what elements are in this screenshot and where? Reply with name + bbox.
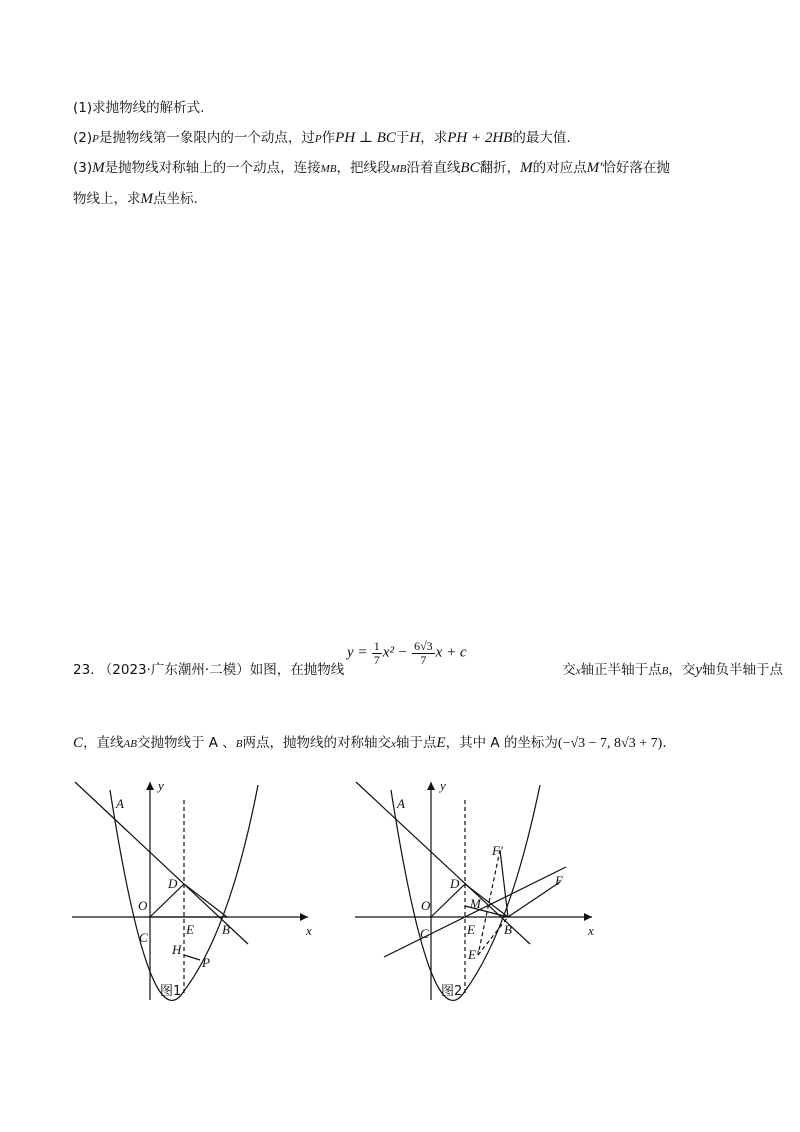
math-m: M bbox=[520, 160, 533, 176]
text: 轴负半轴于点 bbox=[702, 662, 784, 678]
math-mb: MB bbox=[390, 163, 407, 175]
question-3-number: (3) bbox=[73, 160, 93, 176]
text: 的最大值. bbox=[512, 130, 571, 146]
text: 的对应点 bbox=[532, 160, 587, 176]
math-x-plus-c: x + c bbox=[435, 644, 467, 661]
segment-od bbox=[431, 884, 465, 917]
line-ab bbox=[356, 782, 530, 944]
text: 交抛物线于 A 、 bbox=[136, 735, 236, 751]
axis-label-y: y bbox=[158, 778, 164, 793]
text: 恰好落在抛 bbox=[602, 160, 670, 176]
point-label-e-prime: E′ bbox=[468, 947, 479, 962]
text: 点坐标. bbox=[153, 191, 198, 207]
math-c: C bbox=[73, 735, 84, 751]
text: ，直线 bbox=[83, 735, 124, 751]
problem-number: 23. bbox=[73, 662, 95, 678]
math-ab: AB bbox=[123, 738, 137, 750]
text: ，其中 A 的坐标为 bbox=[445, 735, 558, 751]
axis-label-x: x bbox=[588, 923, 594, 938]
point-label-p: P bbox=[202, 955, 210, 970]
point-label-o: O bbox=[421, 898, 431, 913]
point-label-a: A bbox=[397, 796, 405, 811]
math-p: P bbox=[314, 133, 322, 145]
point-label-a: A bbox=[116, 796, 124, 811]
segment-bf-prime bbox=[500, 850, 508, 917]
math-x: x bbox=[575, 665, 581, 677]
text: 沿着直线 bbox=[406, 160, 461, 176]
point-label-b: B bbox=[504, 922, 512, 937]
text: 轴正半轴于点 bbox=[580, 662, 662, 678]
point-label-h: H bbox=[172, 942, 182, 957]
math-x-squared: x² − bbox=[382, 644, 408, 661]
text: 是抛物线第一象限内的一个动点，过 bbox=[98, 130, 315, 146]
math-h: H bbox=[409, 130, 421, 146]
fraction-denominator: 7 bbox=[373, 653, 380, 667]
figure-1-caption: 图1 bbox=[160, 984, 182, 999]
axis-label-y: y bbox=[440, 778, 446, 793]
point-label-e: E bbox=[186, 922, 194, 937]
text: 作 bbox=[321, 130, 336, 146]
math-e: E bbox=[436, 735, 446, 751]
math-m: M bbox=[92, 160, 105, 176]
x-axis-arrow bbox=[584, 913, 592, 921]
math-p: P bbox=[92, 133, 99, 145]
fraction-denominator: 7 bbox=[420, 653, 427, 667]
point-label-c: C bbox=[420, 926, 429, 941]
math-y-eq: y = bbox=[347, 644, 368, 661]
point-label-o: O bbox=[138, 898, 148, 913]
point-label-e: E bbox=[467, 922, 475, 937]
math-perpendicular: PH ⊥ BC bbox=[335, 130, 396, 146]
text: 翻折， bbox=[479, 160, 521, 176]
figure-2-caption: 图2 bbox=[441, 984, 463, 999]
point-label-m: M bbox=[470, 896, 481, 911]
text: ，交 bbox=[668, 662, 696, 678]
line-bc-extended bbox=[384, 867, 566, 957]
point-label-c: C bbox=[139, 930, 148, 945]
axis-label-x: x bbox=[306, 923, 312, 938]
point-label-f-prime: F′ bbox=[492, 843, 503, 858]
y-axis-arrow bbox=[427, 782, 435, 790]
text: 于 bbox=[395, 130, 410, 146]
problem-source: （2023·广东潮州·二模）如图，在抛物线 bbox=[98, 662, 345, 678]
point-label-d: D bbox=[450, 876, 460, 891]
math-b: B bbox=[661, 665, 669, 677]
question-2-number: (2) bbox=[73, 130, 93, 146]
text: ，求 bbox=[420, 130, 448, 146]
math-bc: BC bbox=[460, 160, 480, 176]
text: 两点，抛物线的对称轴交 bbox=[242, 735, 392, 751]
text: . bbox=[662, 735, 667, 751]
math-b: B bbox=[235, 738, 243, 750]
math-expression: PH + 2HB bbox=[447, 130, 513, 146]
math-mb: MB bbox=[320, 163, 337, 175]
math-m-prime: M′ bbox=[586, 160, 603, 176]
question-1-text: (1)求抛物线的解析式. bbox=[73, 100, 205, 116]
math-m: M bbox=[140, 191, 153, 207]
text: 交 bbox=[562, 662, 576, 678]
text: ，把线段 bbox=[336, 160, 391, 176]
segment-bf bbox=[508, 882, 560, 917]
fraction-numerator: 1 bbox=[373, 639, 380, 653]
fraction-numerator: 6√3 bbox=[414, 639, 433, 653]
point-label-b: B bbox=[222, 922, 230, 937]
text: 物线上，求 bbox=[73, 191, 141, 207]
point-label-f: F bbox=[555, 873, 563, 888]
math-coordinate-a: (−√3 − 7, 8√3 + 7) bbox=[557, 736, 663, 751]
text: 轴于点 bbox=[395, 735, 437, 751]
math-x: x bbox=[391, 738, 396, 750]
math-y: y bbox=[695, 662, 703, 678]
text: 是抛物线对称轴上的一个动点，连接 bbox=[104, 160, 321, 176]
point-label-d: D bbox=[168, 876, 178, 891]
